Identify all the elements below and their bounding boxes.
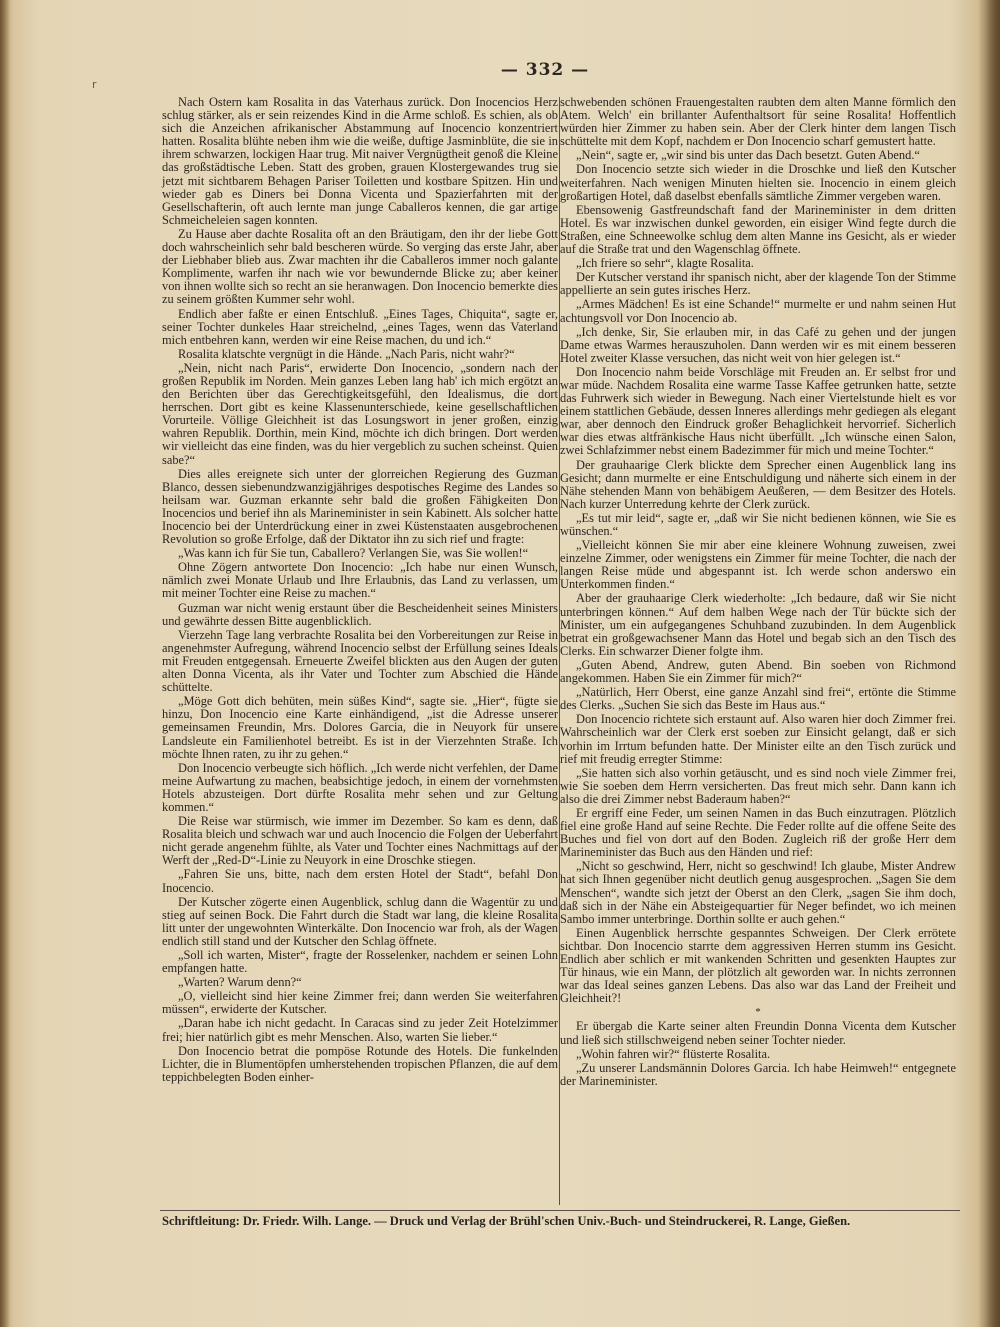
paragraph: Don Inocencio richtete sich erstaunt auf. Also waren hier doch Zimmer frei. Wahrscheinlich war der Clerk erst soeben zur Einsicht gelangt, daß er sich vorhin im Irrtum befunden hatte. Der Minister eilte an den Tisch zurück und rief mit freudig erregter Stimme:: [560, 712, 956, 766]
paragraph: Endlich aber faßte er einen Entschluß. „Eines Tages, Chiquita“, sagte er, seiner Tochter dunkeles Haar streichelnd, „eines Tages, wenn das Vaterland mich entbehren kann, werden wir eine Reise machen, du und ich.“: [162, 306, 558, 347]
paragraph: „Warten? Warum denn?“: [178, 975, 302, 990]
page-edge-shadow: [978, 0, 1000, 1327]
paragraph: Ohne Zögern antwortete Don Inocencio: „Ich habe nur einen Wunsch, nämlich zwei Monate Urlaub und Ihre Erlaubnis, das Land zu verlassen, um mit meiner Tochter eine Reise zu machen.“: [162, 560, 558, 601]
paragraph: Vierzehn Tage lang verbrachte Rosalita bei den Vorbereitungen zur Reise in angenehmster Aufregung, während Inocencio selbst der Erfüllung seines Ideals mit Freuden entgegensah. Erneuerte Zweifel blickten aus den Augen der guten alten Donna Vicenta, als ihr Vater und Tochter zum Abschied die Hände schüttelte.: [162, 627, 558, 695]
paragraph: Zu Hause aber dachte Rosalita oft an den Bräutigam, den ihr der liebe Gott doch wahrscheinlich sehr bald bescheren würde. So verging das erste Jahr, aber der Liebhaber blieb aus. Zwar machten ihr die Caballeros immer noch galante Komplimente, warfen ihr nach wie vor bewundernde Blicke zu; aber keiner von ihnen wollte sich so recht an sie heranwagen. Don Inocencio bemerkte dies zu seinem größten Kummer sehr wohl.: [162, 226, 558, 307]
paragraph: „Ich denke, Sir, Sie erlauben mir, in das Café zu gehen und der jungen Dame etwas Warmes herauszuholen. Dann werden wir es mit einem besseren Hotel zweiter Klasse versuchen, das nicht weit von hier gelegen ist.“: [560, 324, 956, 365]
paragraph: „Nein“, sagte er, „wir sind bis unter das Dach besetzt. Guten Abend.“: [576, 148, 920, 163]
paragraph: „Fahren Sie uns, bitte, nach dem ersten Hotel der Stadt“, befahl Don Inocencio.: [162, 867, 558, 895]
paragraph: „Zu unserer Landsmännin Dolores Garcia. Ich habe Heimweh!“ entgegnete der Marineminister.: [560, 1060, 956, 1088]
paragraph: Der Kutscher zögerte einen Augenblick, schlug dann die Wagentür zu und stieg auf seinen Bock. Die Fahrt durch die Stadt war lang, die kleine Rosalita litt unter der ungewohnten Winterkälte. Don Inocencio war froh, als der Wagen endlich still stand und der Kutscher den Schlag öffnete.: [162, 894, 558, 948]
paragraph: „Sie hatten sich also vorhin getäuscht, und es sind noch viele Zimmer frei, wie Sie soeben dem Herrn versicherten. Das freut mich sehr. Dann kann ich also die drei Zimmer nebst Baderaum haben?“: [560, 765, 956, 806]
paragraph: schwebenden schönen Frauengestalten raubten dem alten Manne förmlich den Atem. Welch' ein brillanter Aufenthaltsort für seine Rosalita! Hoffentlich würden hier Zimmer zu haben sein. Aber der Clerk hinter dem langen Tisch schüttelte mit dem Kopf, nachdem er Don Inocencio scharf gemustert hatte.: [560, 95, 956, 149]
paragraph: Nach Ostern kam Rosalita in das Vaterhaus zurück. Don Inocencios Herz schlug stärker, als er sein reizendes Kind in die Arme schloß. Es schien, als ob sich die Anzeichen afrikanischer Abstammung auf Inocencio konzentriert hatten. Rosalita blühte neben ihm wie die weiße, duftige Jasminblüte, die sie in ihrem schwarzen, lockigen Haar trug. Mit naiver Vergnügtheit genoß die Kleine das großstädtische Leben. Statt des groben, grauen Klostergewandes trug sie jetzt mit sichtbarem Behagen Pariser Toiletten und kostbare Spitzen. Hin und wieder gab es Diners bei Donna Vicenta und Spazierfahrten mit der Gesellschafterin, oft auch lernte man junge Caballeros kennen, die gar artige Schmeicheleien sagen konnten.: [162, 95, 558, 227]
paragraph: Einen Augenblick herrschte gespanntes Schweigen. Der Clerk errötete sichtbar. Don Inocencio starrte dem aggressiven Herren stumm ins Gesicht. Endlich aber schlich er mit wankenden Schritten und gesenkten Hauptes zur Tür hinaus, wie ein Mann, der plötzlich alt geworden war. In nichts zerronnen war das Ideal seines ganzen Lebens. Das also war das Land der Freiheit und Gleichheit?!: [560, 925, 956, 1006]
paragraph: Ebensowenig Gastfreundschaft fand der Marineminister in dem dritten Hotel. Es war inzwischen dunkel geworden, ein eisiger Wind fegte durch die Straßen, eine Schneewolke schlug dem alten Manne ins Gesicht, als er wieder auf die Straße trat und den Wagenschlag öffnete.: [560, 202, 956, 257]
paragraph: „Natürlich, Herr Oberst, eine ganze Anzahl sind frei“, ertönte die Stimme des Clerks. „Suchen Sie sich das Beste im Haus aus.“: [560, 685, 956, 713]
paragraph: Er ergriff eine Feder, um seinen Namen in das Buch einzutragen. Plötzlich fiel eine große Hand auf seine Rechte. Die Feder rollte auf die offene Seite des Buches und fiel von dort auf den Boden. Zugleich riß der große Herr dem Marineminister das Buch aus den Händen und rief:: [560, 805, 956, 860]
paragraph: Don Inocencio verbeugte sich höflich. „Ich werde nicht verfehlen, der Dame meine Aufwartung zu machen, beabsichtige jedoch, in einem der vornehmsten Hotels abzusteigen. Dort dürfte Rosalita mehr sehen und zur Geltung kommen.“: [162, 760, 558, 814]
paragraph: Der Kutscher verstand ihr spanisch nicht, aber der klagende Ton der Stimme appellierte an sein gutes irisches Herz.: [560, 270, 956, 298]
binding-shadow: [0, 0, 10, 1327]
paragraph: „Soll ich warten, Mister“, fragte der Rosselenker, nachdem er seinen Lohn empfangen hatte.: [162, 948, 558, 976]
paragraph: Die Reise war stürmisch, wie immer im Dezember. So kam es denn, daß Rosalita bleich und schwach war und auch Inocencio die Folgen der Ueberfahrt nicht gerade angenehm fühlte, als Vater und Tochter eines Nachmittags auf der Werft der „Red-D“-Linie zu Neuyork in eine Droschke stiegen.: [162, 814, 558, 868]
margin-mark: r: [92, 78, 97, 91]
paragraph: „Nein, nicht nach Paris“, erwiderte Don Inocencio, „sondern nach der großen Republik im Norden. Mein ganzes Leben lang hab' ich mich ergötzt an den Berichten über das Gerechtigkeitsgefühl, den Idealismus, die dort herrschen. Dort gibt es keine Klassenunterschiede, keine gesellschaftlichen Vorurteile. Völlige Gleichheit ist das Losungswort in jener großen, einzig wahren Republik. Dorthin, mein Kind, möchte ich dich bringen. Dort werden wir vielleicht das eine finden, was du hier vergeblich zu suchen scheinst. Quien sabe?“: [162, 360, 558, 467]
footer-rule: [160, 1210, 960, 1211]
paragraph: „Vielleicht können Sie mir aber eine kleinere Wohnung zuweisen, zwei einzelne Zimmer, oder wenigstens ein Zimmer für meine Tochter, die nach der langen Reise müde und abgespannt ist. Ich werde schon anderswo ein Unterkommen finden.“: [560, 538, 956, 592]
paragraph: „Nicht so geschwind, Herr, nicht so geschwind! Ich glaube, Mister Andrew hat sich Ihnen gegenüber nicht deutlich genug ausgesprochen. „Sagen Sie dem Menschen“, wandte sich jetzt der Oberst an den Clerk, „sagen Sie ihm doch, daß sich in der Nähe ein Absteigequartier für Neger befindet, wo ich meinen Sambo immer unterbringe. Dorthin sollte er auch gehen.“: [560, 859, 956, 926]
right-column: [560, 96, 956, 1089]
paragraph: „O, vielleicht sind hier keine Zimmer frei; dann werden Sie weiterfahren müssen“, erwiderte der Kutscher.: [162, 989, 558, 1017]
paragraph: Don Inocencio setzte sich wieder in die Droschke und ließ den Kutscher weiterfahren. Nach wenigen Minuten hielten sie. Inocencio in einem gleich großartigen Hotel, daß daselbst ebenfalls sämtliche Zimmer vergeben waren.: [560, 162, 956, 203]
publisher-footer: Schriftleitung: Dr. Friedr. Wilh. Lange. — Druck und Verlag der Brühl'schen Univ.-Buch- und Steindruckerei, R. Lange, Gießen.: [162, 1214, 851, 1228]
paragraph: „Es tut mir leid“, sagte er, „daß wir Sie nicht bedienen können, wie Sie es wünschen.“: [560, 510, 956, 538]
paragraph: „Wohin fahren wir?“ flüsterte Rosalita.: [576, 1046, 771, 1061]
paragraph: Dies alles ereignete sich unter der glorreichen Regierung des Guzman Blanco, dessen siebenundzwanzigjähriges despotisches Regime des Landes so heilsam war. Guzman erkannte sehr bald die großen Fähigkeiten Don Inocencios und berief ihn als Marineminister in sein Kabinett. Als solcher hatte Inocencio bei der Unterdrückung einer in zwei Küstenstaaten ausgebrochenen Revolution so große Erfolge, daß der Diktator ihn zu sich rief und fragte:: [162, 466, 558, 547]
paragraph: „Guten Abend, Andrew, guten Abend. Bin soeben von Richmond angekommen. Haben Sie ein Zimmer für mich?“: [560, 657, 956, 686]
paragraph: Rosalita klatschte vergnügt in die Hände. „Nach Paris, nicht wahr?“: [178, 346, 515, 361]
left-column: [162, 96, 558, 1085]
paragraph: Don Inocencio nahm beide Vorschläge mit Freuden an. Er selbst fror und war müde. Nachdem Rosalita eine warme Tasse Kaffee getrunken hatte, setzte das Fuhrwerk sich wieder in Bewegung. Nach einer Viertelstunde hielt es vor einem stattlichen Gebäude, dessen Inneres allerdings mehr gediegen als elegant war, aber dennoch den Eindruck großer Behaglichkeit hervorrief. Sicherlich war dies etwas altfränkische Haus nicht überfüllt. „Ich wünsche einen Salon, zwei Schlafzimmer nebst einem Badezimmer für mich und meine Tochter.“: [560, 364, 956, 458]
section-separator: *: [755, 1006, 761, 1019]
paragraph: Er übergab die Karte seiner alten Freundin Donna Vicenta dem Kutscher und ließ sich stillschweigend neben seiner Tochter nieder.: [560, 1019, 956, 1047]
paragraph: „Daran habe ich nicht gedacht. In Caracas sind zu jeder Zeit Hotelzimmer frei; hier natürlich gibt es mehr Menschen. Also, warten Sie lieber.“: [162, 1016, 558, 1044]
paragraph: „Armes Mädchen! Es ist eine Schande!“ murmelte er und nahm seinen Hut achtungsvoll vor Don Inocencio ab.: [560, 297, 956, 325]
paragraph: „Möge Gott dich behüten, mein süßes Kind“, sagte sie. „Hier“, fügte sie hinzu, Don Inocencio eine Karte einhändigend, „ist die Adresse unserer gemeinsamen Freundin, Mrs. Dolores Garcia, die in Neuyork für unsere Landsleute ein Familienhotel betreibt. Es ist in der Vierzehnten Straße. Ich möchte Ihnen raten, zu ihr zu gehen.“: [162, 694, 558, 761]
paragraph: „Was kann ich für Sie tun, Caballero? Verlangen Sie, was Sie wollen!“: [178, 546, 529, 561]
page-number: — 332 —: [500, 60, 590, 80]
paragraph: Der grauhaarige Clerk blickte dem Sprecher einen Augenblick lang ins Gesicht; dann murmelte er eine Entschuldigung und näherte sich einem in der Nähe stehenden Mann von behäbigem Aeußeren, — dem Besitzer des Hotels. Nach kurzer Unterredung kehrte der Clerk zurück.: [560, 457, 956, 511]
paragraph: Aber der grauhaarige Clerk wiederholte: „Ich bedaure, daß wir Sie nicht unterbringen können.“ Auf dem halben Wege nach der Tür bückte sich der Minister, um ein aufgegangenes Schuhband zuzubinden. In dem Augenblick betrat ein großgewachsener Mann das Hotel und begab sich an den Tisch des Clerks. Ein schwarzer Diener folgte ihm.: [560, 591, 956, 658]
paragraph: Don Inocencio betrat die pompöse Rotunde des Hotels. Die funkelnden Lichter, die in Blumentöpfen umherstehenden tropischen Pflanzen, die auf dem teppichbelegten Boden einher-: [162, 1043, 558, 1084]
paragraph: Guzman war nicht wenig erstaunt über die Bescheidenheit seines Ministers und gewährte dessen Bitte augenblicklich.: [162, 600, 558, 628]
paragraph: „Ich friere so sehr“, klagte Rosalita.: [576, 256, 754, 271]
